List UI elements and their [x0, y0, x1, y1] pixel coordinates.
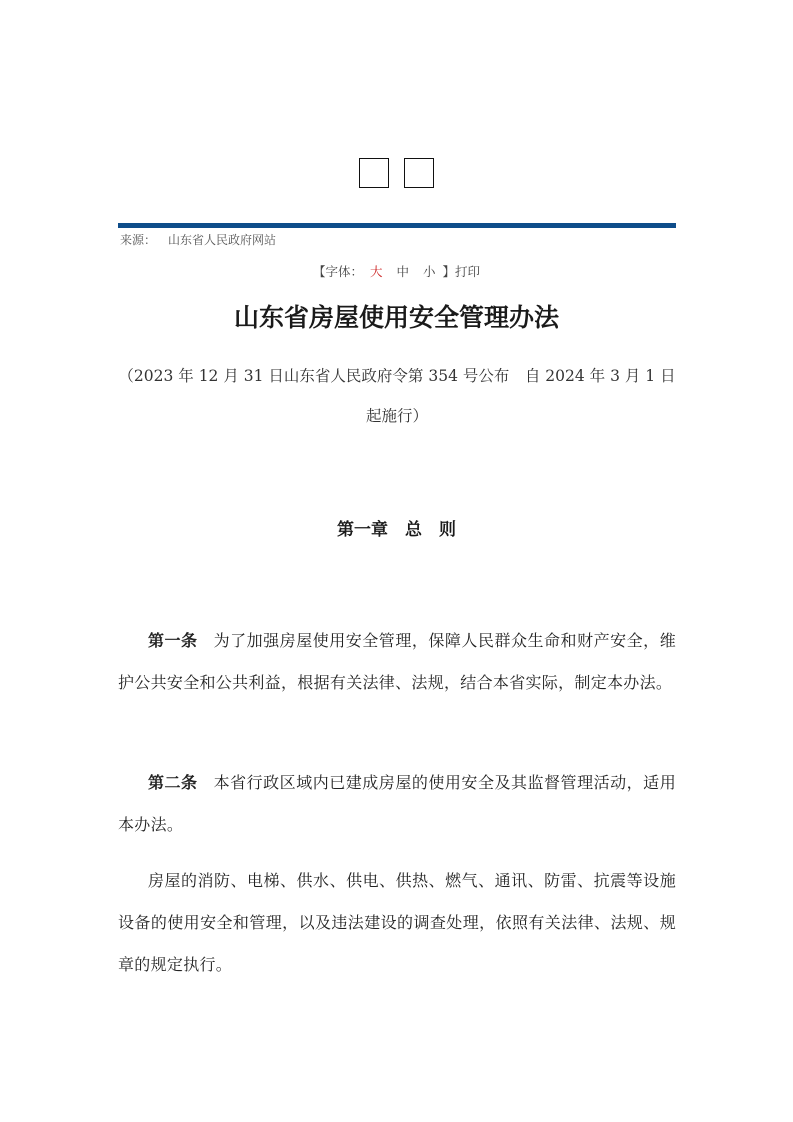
article-paragraph: [118, 620, 676, 704]
article-text: 为了加强房屋使用安全管理，保障人民群众生命和财产安全，维护公共安全和公共利益，根据有关法律、法规，结合本省实际，制定本办法。: [118, 631, 676, 692]
font-size-large-button[interactable]: 大: [369, 264, 383, 279]
source-value: 山东省人民政府网站: [168, 233, 277, 247]
missing-glyph-box-icon: [359, 158, 389, 188]
article-number: 第一条: [148, 631, 198, 650]
print-button[interactable]: 打印: [455, 264, 481, 279]
font-size-medium-button[interactable]: 中: [396, 264, 409, 279]
font-size-label: 【字体：: [312, 264, 363, 279]
article-number: 第二条: [148, 773, 198, 792]
missing-glyph-boxes: [0, 158, 793, 188]
promulgation-note: （2023 年 12 月 31 日山东省人民政府令第 354 号公布 自 2024 年 3 月 1 日起施行）: [118, 367, 676, 425]
missing-glyph-box-icon: [404, 158, 434, 188]
font-size-small-button[interactable]: 小: [423, 264, 436, 279]
header-rule: [118, 223, 676, 228]
source-line: [120, 231, 276, 248]
font-size-bar: [0, 262, 793, 280]
article-paragraph: [118, 762, 676, 846]
article-paragraph: [118, 860, 676, 986]
source-label: 来源：: [120, 233, 157, 247]
article-text: 本省行政区域内已建成房屋的使用安全及其监督管理活动，适用本办法。: [118, 773, 676, 834]
article-text: 房屋的消防、电梯、供水、供电、供热、燃气、通讯、防雷、抗震等设施设备的使用安全和管理，以及违法建设的调查处理，依照有关法律、法规、规章的规定执行。: [118, 871, 676, 974]
font-size-close-bracket: 】: [442, 264, 456, 279]
chapter-heading: 第一章 总 则: [337, 520, 456, 540]
document-title: 山东省房屋使用安全管理办法: [233, 303, 559, 332]
